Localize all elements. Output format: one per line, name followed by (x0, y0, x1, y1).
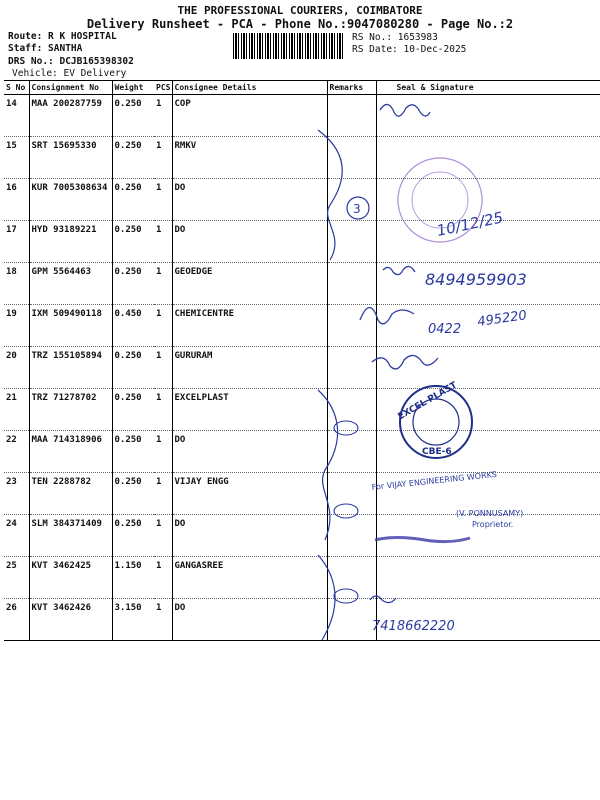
stamp-text: CBE-6 (422, 447, 452, 457)
cell-sno: 25 (4, 557, 29, 599)
col-details: Consignee Details (172, 81, 327, 95)
cell-weight: 0.250 (112, 179, 154, 221)
cell-details: EXCELPLAST (172, 389, 327, 431)
handwritten-phone: 7418662220 (372, 619, 455, 634)
handwritten-date: 10/12/25 (435, 208, 505, 240)
cell-weight: 0.250 (112, 431, 154, 473)
rs-number: RS No.: 1653983 (352, 32, 438, 43)
cell-consignment: KVT 3462425 (29, 557, 112, 599)
cell-pcs: 1 (154, 347, 172, 389)
cell-consignment: GPM 5564463 (29, 263, 112, 305)
cell-consignment: TRZ 71278702 (29, 389, 112, 431)
cell-details: CHEMICENTRE (172, 305, 327, 347)
stamp-text: EXCEL PLAST (396, 380, 459, 423)
col-consignment: Consignment No (29, 81, 112, 95)
cell-consignment: TRZ 155105894 (29, 347, 112, 389)
signature (372, 355, 438, 368)
cell-sno: 22 (4, 431, 29, 473)
bracket-mark (318, 390, 338, 540)
cell-sno: 19 (4, 305, 29, 347)
cell-consignment: KVT 3462426 (29, 599, 112, 641)
cell-pcs: 1 (154, 221, 172, 263)
cell-pcs: 1 (154, 263, 172, 305)
stamp-text: (V. PONNUSAMY) (456, 509, 524, 518)
cell-pcs: 1 (154, 557, 172, 599)
cell-sno: 26 (4, 599, 29, 641)
col-remarks: Remarks (327, 81, 376, 95)
vehicle-label: Vehicle: EV Delivery (12, 68, 127, 79)
bracket-mark (318, 555, 335, 640)
runsheet-subtitle: Delivery Runsheet - PCA - Phone No.:9047080280 - Page No.:2 (86, 17, 514, 31)
cell-details: GANGASREE (172, 557, 327, 599)
cell-pcs: 1 (154, 95, 172, 137)
cell-details: GURURAM (172, 347, 327, 389)
cell-pcs: 1 (154, 179, 172, 221)
hospital-stamp (412, 172, 468, 228)
cell-pcs: 1 (154, 305, 172, 347)
bracket-mark (318, 130, 342, 260)
remark-mark-text: 3 (353, 202, 361, 216)
cell-sno: 16 (4, 179, 29, 221)
cell-sno: 14 (4, 95, 29, 137)
circle-mark (334, 589, 358, 603)
cell-pcs: 1 (154, 389, 172, 431)
col-weight: Weight (112, 81, 154, 95)
cell-weight: 0.250 (112, 473, 154, 515)
col-sno: S No (4, 81, 29, 95)
cell-weight: 0.450 (112, 305, 154, 347)
cell-sno: 20 (4, 347, 29, 389)
col-seal: Seal & Signature (376, 81, 600, 95)
cell-weight: 0.250 (112, 263, 154, 305)
cell-consignment: HYD 93189221 (29, 221, 112, 263)
cell-pcs: 1 (154, 599, 172, 641)
cell-weight: 0.250 (112, 389, 154, 431)
cell-consignment: MAA 200287759 (29, 95, 112, 137)
rs-date: RS Date: 10-Dec-2025 (352, 44, 467, 55)
cell-details: DO (172, 599, 327, 641)
cell-consignment: TEN 2288782 (29, 473, 112, 515)
cell-weight: 0.250 (112, 221, 154, 263)
cell-pcs: 1 (154, 515, 172, 557)
cell-details: VIJAY ENGG (172, 473, 327, 515)
cell-details: DO (172, 179, 327, 221)
cell-details: RMKV (172, 137, 327, 179)
cell-sno: 24 (4, 515, 29, 557)
circle-mark (334, 504, 358, 518)
cell-consignment: SLM 384371409 (29, 515, 112, 557)
cell-weight: 1.150 (112, 557, 154, 599)
cell-sno: 21 (4, 389, 29, 431)
col-pcs: PCS (154, 81, 172, 95)
signature (383, 266, 415, 274)
cell-sno: 17 (4, 221, 29, 263)
cell-pcs: 1 (154, 137, 172, 179)
handwritten-phone: 495220 (476, 308, 528, 330)
cell-weight: 3.150 (112, 599, 154, 641)
cell-details: DO (172, 515, 327, 557)
cell-sno: 18 (4, 263, 29, 305)
handwritten-phone: 0422 (428, 322, 462, 337)
signature (370, 596, 396, 603)
stamp-text: For VIJAY ENGINEERING WORKS (371, 469, 498, 492)
cell-pcs: 1 (154, 473, 172, 515)
route-label: Route: R K HOSPITAL (8, 31, 117, 42)
cell-consignment: MAA 714318906 (29, 431, 112, 473)
cell-details: GEOEDGE (172, 263, 327, 305)
cell-weight: 0.250 (112, 95, 154, 137)
cell-weight: 0.250 (112, 347, 154, 389)
staff-label: Staff: SANTHA (8, 43, 83, 54)
cell-details: DO (172, 221, 327, 263)
cell-sno: 23 (4, 473, 29, 515)
cell-consignment: KUR 7005308634 (29, 179, 112, 221)
signature (375, 538, 470, 542)
signature (380, 104, 430, 116)
cell-details: COP (172, 95, 327, 137)
cell-consignment: SRT 15695330 (29, 137, 112, 179)
cell-details: DO (172, 431, 327, 473)
cell-weight: 0.250 (112, 137, 154, 179)
cell-sno: 15 (4, 137, 29, 179)
cell-weight: 0.250 (112, 515, 154, 557)
handwritten-phone: 8494959903 (425, 270, 527, 289)
cell-pcs: 1 (154, 431, 172, 473)
drs-number: DRS No.: DCJB165398302 (8, 56, 134, 67)
cell-consignment: IXM 509490118 (29, 305, 112, 347)
company-title: THE PROFESSIONAL COURIERS, COIMBATORE (177, 4, 423, 17)
signature (360, 308, 414, 324)
stamp-text: Proprietor. (472, 520, 514, 529)
